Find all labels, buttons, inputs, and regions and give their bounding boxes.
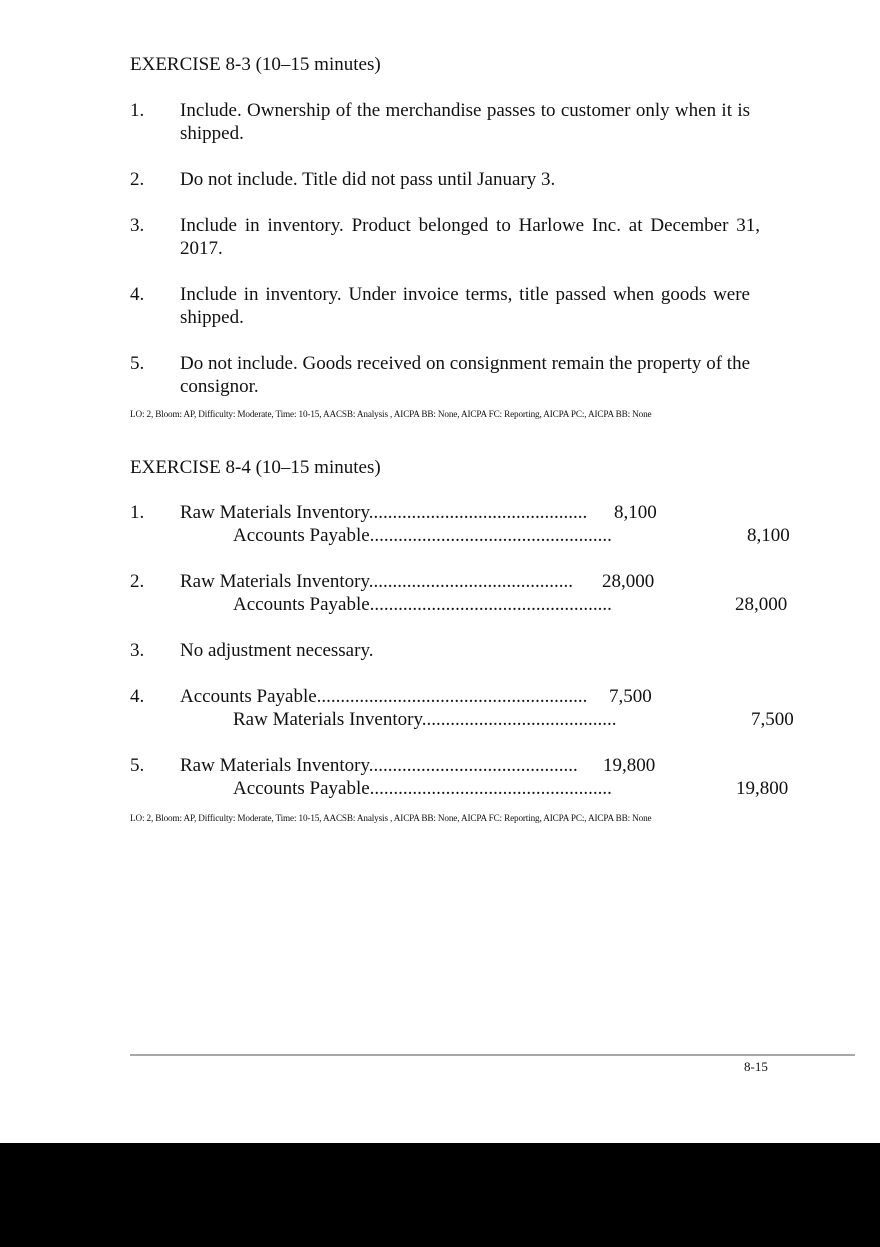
debit-amount: 8,100 bbox=[614, 502, 657, 523]
item-number: 2. bbox=[130, 169, 145, 190]
page-number: 8-15 bbox=[744, 1059, 768, 1074]
credit-account: Accounts Payable................................................... bbox=[233, 594, 612, 615]
credit-amount: 19,800 bbox=[736, 778, 789, 799]
credit-account: Accounts Payable................................................... bbox=[233, 778, 612, 799]
debit-account: Raw Materials Inventory........................................... bbox=[180, 571, 573, 592]
debit-amount: 19,800 bbox=[603, 755, 656, 776]
footer-divider bbox=[130, 1054, 855, 1056]
entry-number: 4. bbox=[130, 686, 145, 707]
item-number: 3. bbox=[130, 215, 145, 236]
exercise-8-4-heading: EXERCISE 8-4 (10–15 minutes) bbox=[130, 457, 381, 478]
exercise-8-3-item-1 bbox=[130, 99, 750, 145]
debit-account: Accounts Payable......................................................... bbox=[180, 686, 588, 707]
debit-account: Raw Materials Inventory............................................ bbox=[180, 755, 578, 776]
item-number: 4. bbox=[130, 284, 145, 305]
exercise-8-3-metadata: LO: 2, Bloom: AP, Difficulty: Moderate, Time: 10-15, AACSB: Analysis , AICPA BB: None, AICPA FC: Reporting, AICPA PC:, AICPA BB: None bbox=[130, 409, 652, 419]
exercise-8-3-heading: EXERCISE 8-3 (10–15 minutes) bbox=[130, 54, 381, 75]
entry-number: 3. bbox=[130, 640, 145, 661]
item-text: Do not include. Title did not pass until January 3. bbox=[180, 169, 556, 190]
credit-account: Accounts Payable................................................... bbox=[233, 525, 612, 546]
debit-amount: 28,000 bbox=[602, 571, 655, 592]
exercise-8-3-item-3 bbox=[130, 214, 760, 260]
exercise-8-3-item-4 bbox=[130, 283, 750, 329]
item-text: Include. Ownership of the merchandise passes to customer only when it is shipped. bbox=[180, 100, 750, 144]
entry-number: 2. bbox=[130, 571, 145, 592]
debit-amount: 7,500 bbox=[609, 686, 652, 707]
bottom-black-band bbox=[0, 1143, 880, 1247]
credit-amount: 28,000 bbox=[735, 594, 788, 615]
entry-number: 5. bbox=[130, 755, 145, 776]
credit-amount: 7,500 bbox=[751, 709, 794, 730]
item-number: 1. bbox=[130, 100, 145, 121]
exercise-8-3-item-2 bbox=[130, 168, 750, 191]
debit-account: Raw Materials Inventory.............................................. bbox=[180, 502, 588, 523]
credit-account: Raw Materials Inventory......................................... bbox=[233, 709, 617, 730]
item-text: Include in inventory. Under invoice terms, title passed when goods were shipped. bbox=[180, 284, 750, 328]
item-number: 5. bbox=[130, 353, 145, 374]
item-text: Include in inventory. Product belonged to Harlowe Inc. at December 31, 2017. bbox=[180, 215, 760, 259]
credit-amount: 8,100 bbox=[747, 525, 790, 546]
entry-note: No adjustment necessary. bbox=[180, 640, 374, 661]
exercise-8-3-item-5 bbox=[130, 352, 750, 398]
item-text: Do not include. Goods received on consignment remain the property of the consignor. bbox=[180, 353, 750, 397]
entry-number: 1. bbox=[130, 502, 145, 523]
exercise-8-4-metadata: LO: 2, Bloom: AP, Difficulty: Moderate, Time: 10-15, AACSB: Analysis , AICPA BB: None, AICPA FC: Reporting, AICPA PC:, AICPA BB: None bbox=[130, 813, 652, 823]
